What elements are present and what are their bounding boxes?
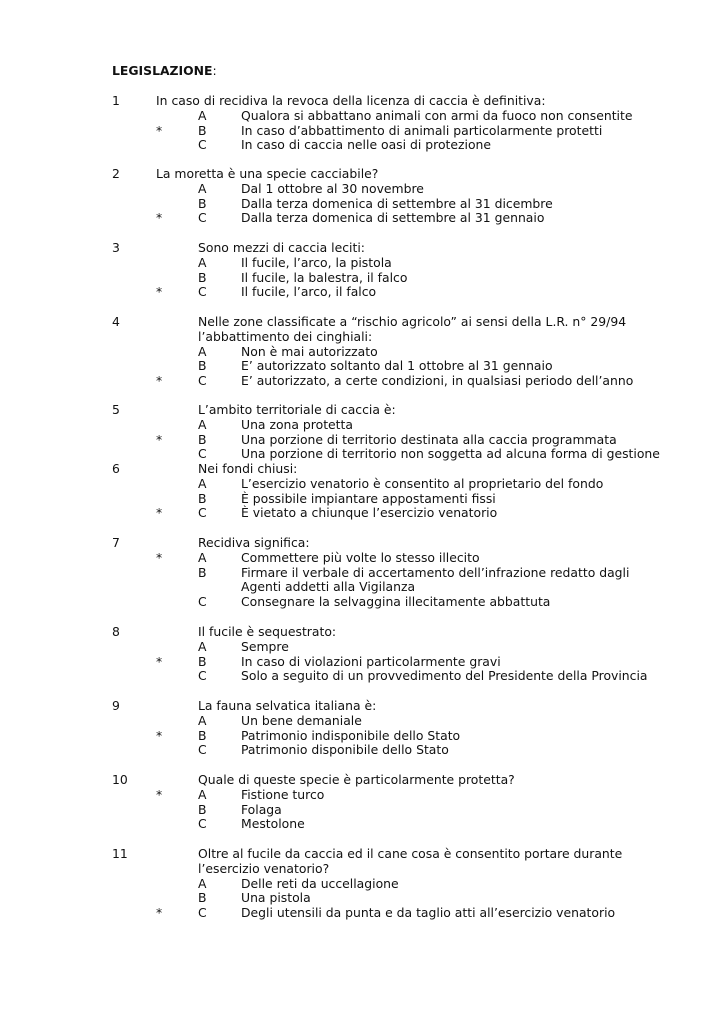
option-letter: B [198, 122, 207, 138]
option-text: Sempre [241, 638, 289, 654]
question-number: 9 [112, 698, 120, 713]
question-number: 5 [112, 402, 120, 417]
option-text: In caso d’abbattimento di animali particolarmente protetti [241, 122, 603, 138]
option-letter: B [198, 195, 207, 211]
question-number: 8 [112, 624, 120, 639]
option-letter: B [198, 490, 207, 506]
option-letter: B [198, 801, 207, 817]
question-number: 6 [112, 461, 120, 476]
question-number: 4 [112, 314, 120, 329]
question-number: 7 [112, 535, 120, 550]
option-letter: A [198, 786, 207, 802]
option-letter: C [198, 905, 207, 921]
option-text: E’ autorizzato soltanto dal 1 ottobre al 31 gennaio [241, 358, 553, 374]
option-text: Una porzione di territorio non soggetta ad alcuna forma di gestione [241, 446, 660, 462]
option-letter: C [198, 816, 207, 832]
question-text: La fauna selvatica italiana è: [198, 698, 377, 713]
option-text: Folaga [241, 801, 282, 817]
option-letter: C [198, 742, 207, 758]
option-text: Consegnare la selvaggina illecitamente abbattuta [241, 594, 551, 610]
question-text: La moretta è una specie cacciabile? [156, 166, 379, 181]
question-text: l’esercizio venatorio? [198, 860, 330, 876]
question-text: l’abbattimento dei cinghiali: [198, 328, 373, 344]
question-number: 10 [112, 772, 128, 787]
question-number: 3 [112, 240, 120, 255]
question-text: Oltre al fucile da caccia ed il cane cosa è consentito portare durante [198, 846, 623, 861]
option-text: Dal 1 ottobre al 30 novembre [241, 180, 424, 196]
correct-answer-marker: * [156, 210, 163, 226]
question-text: In caso di recidiva la revoca della licenza di caccia è definitiva: [156, 93, 546, 108]
option-letter: B [198, 269, 207, 285]
correct-answer-marker: * [156, 373, 163, 389]
option-text: Commettere più volte lo stesso illecito [241, 549, 480, 565]
option-text: È vietato a chiunque l’esercizio venatorio [241, 505, 498, 521]
option-letter: A [198, 180, 207, 196]
correct-answer-marker: * [156, 786, 163, 802]
option-text: Il fucile, l’arco, il falco [241, 284, 377, 300]
option-text: Il fucile, la balestra, il falco [241, 269, 408, 285]
option-text: Mestolone [241, 816, 305, 832]
option-letter: C [198, 373, 207, 389]
question-text: Sono mezzi di caccia leciti: [198, 240, 365, 255]
question-text: L’ambito territoriale di caccia è: [198, 402, 396, 417]
option-text: Non è mai autorizzato [241, 343, 378, 359]
correct-answer-marker: * [156, 284, 163, 300]
option-letter: A [198, 254, 207, 270]
option-text: Qualora si abbattano animali con armi da fuoco non consentite [241, 107, 633, 123]
question-number: 1 [112, 93, 120, 108]
correct-answer-marker: * [156, 431, 163, 447]
option-letter: A [198, 107, 207, 123]
option-letter: C [198, 210, 207, 226]
question-text: Il fucile è sequestrato: [198, 624, 337, 639]
option-letter: C [198, 137, 207, 153]
option-letter: C [198, 668, 207, 684]
option-letter: A [198, 416, 207, 432]
option-text: Degli utensili da punta e da taglio atti all’esercizio venatorio [241, 905, 616, 921]
option-text: Delle reti da uccellagione [241, 875, 399, 891]
option-letter: C [198, 505, 207, 521]
option-text: Agenti addetti alla Vigilanza [241, 579, 416, 595]
option-text: Solo a seguito di un provvedimento del Presidente della Provincia [241, 668, 648, 684]
option-text: Una porzione di territorio destinata alla caccia programmata [241, 431, 617, 447]
option-text: È possibile impiantare appostamenti fissi [241, 490, 496, 506]
option-text: In caso di violazioni particolarmente gravi [241, 653, 501, 669]
option-text: Patrimonio disponibile dello Stato [241, 742, 449, 758]
option-letter: C [198, 284, 207, 300]
option-letter: C [198, 446, 207, 462]
correct-answer-marker: * [156, 549, 163, 565]
question-text: Recidiva significa: [198, 535, 310, 550]
option-letter: A [198, 712, 207, 728]
option-letter: C [198, 594, 207, 610]
option-text: Dalla terza domenica di settembre al 31 dicembre [241, 195, 553, 211]
option-text: In caso di caccia nelle oasi di protezione [241, 137, 492, 153]
question-number: 2 [112, 166, 120, 181]
option-text: L’esercizio venatorio è consentito al proprietario del fondo [241, 475, 604, 491]
option-text: Una pistola [241, 890, 311, 906]
section-heading-colon: : [212, 63, 217, 78]
option-letter: B [198, 727, 207, 743]
question-text: Nelle zone classificate a “rischio agricolo” ai sensi della L.R. n° 29/94 [198, 314, 627, 329]
option-letter: A [198, 475, 207, 491]
option-letter: A [198, 549, 207, 565]
option-text: Una zona protetta [241, 416, 353, 432]
option-letter: A [198, 875, 207, 891]
question-text: Nei fondi chiusi: [198, 461, 298, 476]
option-letter: B [198, 890, 207, 906]
correct-answer-marker: * [156, 905, 163, 921]
option-letter: B [198, 431, 207, 447]
option-letter: B [198, 358, 207, 374]
question-number: 11 [112, 846, 128, 861]
correct-answer-marker: * [156, 122, 163, 138]
option-text: Dalla terza domenica di settembre al 31 gennaio [241, 210, 545, 226]
question-text: Quale di queste specie è particolarmente protetta? [198, 772, 515, 787]
correct-answer-marker: * [156, 727, 163, 743]
option-text: Firmare il verbale di accertamento dell’infrazione redatto dagli [241, 564, 630, 580]
option-text: Un bene demaniale [241, 712, 362, 728]
section-heading-text: LEGISLAZIONE [112, 63, 213, 78]
option-text: E’ autorizzato, a certe condizioni, in qualsiasi periodo dell’anno [241, 373, 634, 389]
option-text: Fistione turco [241, 786, 325, 802]
section-heading [112, 62, 217, 79]
option-text: Il fucile, l’arco, la pistola [241, 254, 392, 270]
correct-answer-marker: * [156, 653, 163, 669]
option-letter: B [198, 564, 207, 580]
option-text: Patrimonio indisponibile dello Stato [241, 727, 461, 743]
correct-answer-marker: * [156, 505, 163, 521]
option-letter: B [198, 653, 207, 669]
option-letter: A [198, 638, 207, 654]
option-letter: A [198, 343, 207, 359]
